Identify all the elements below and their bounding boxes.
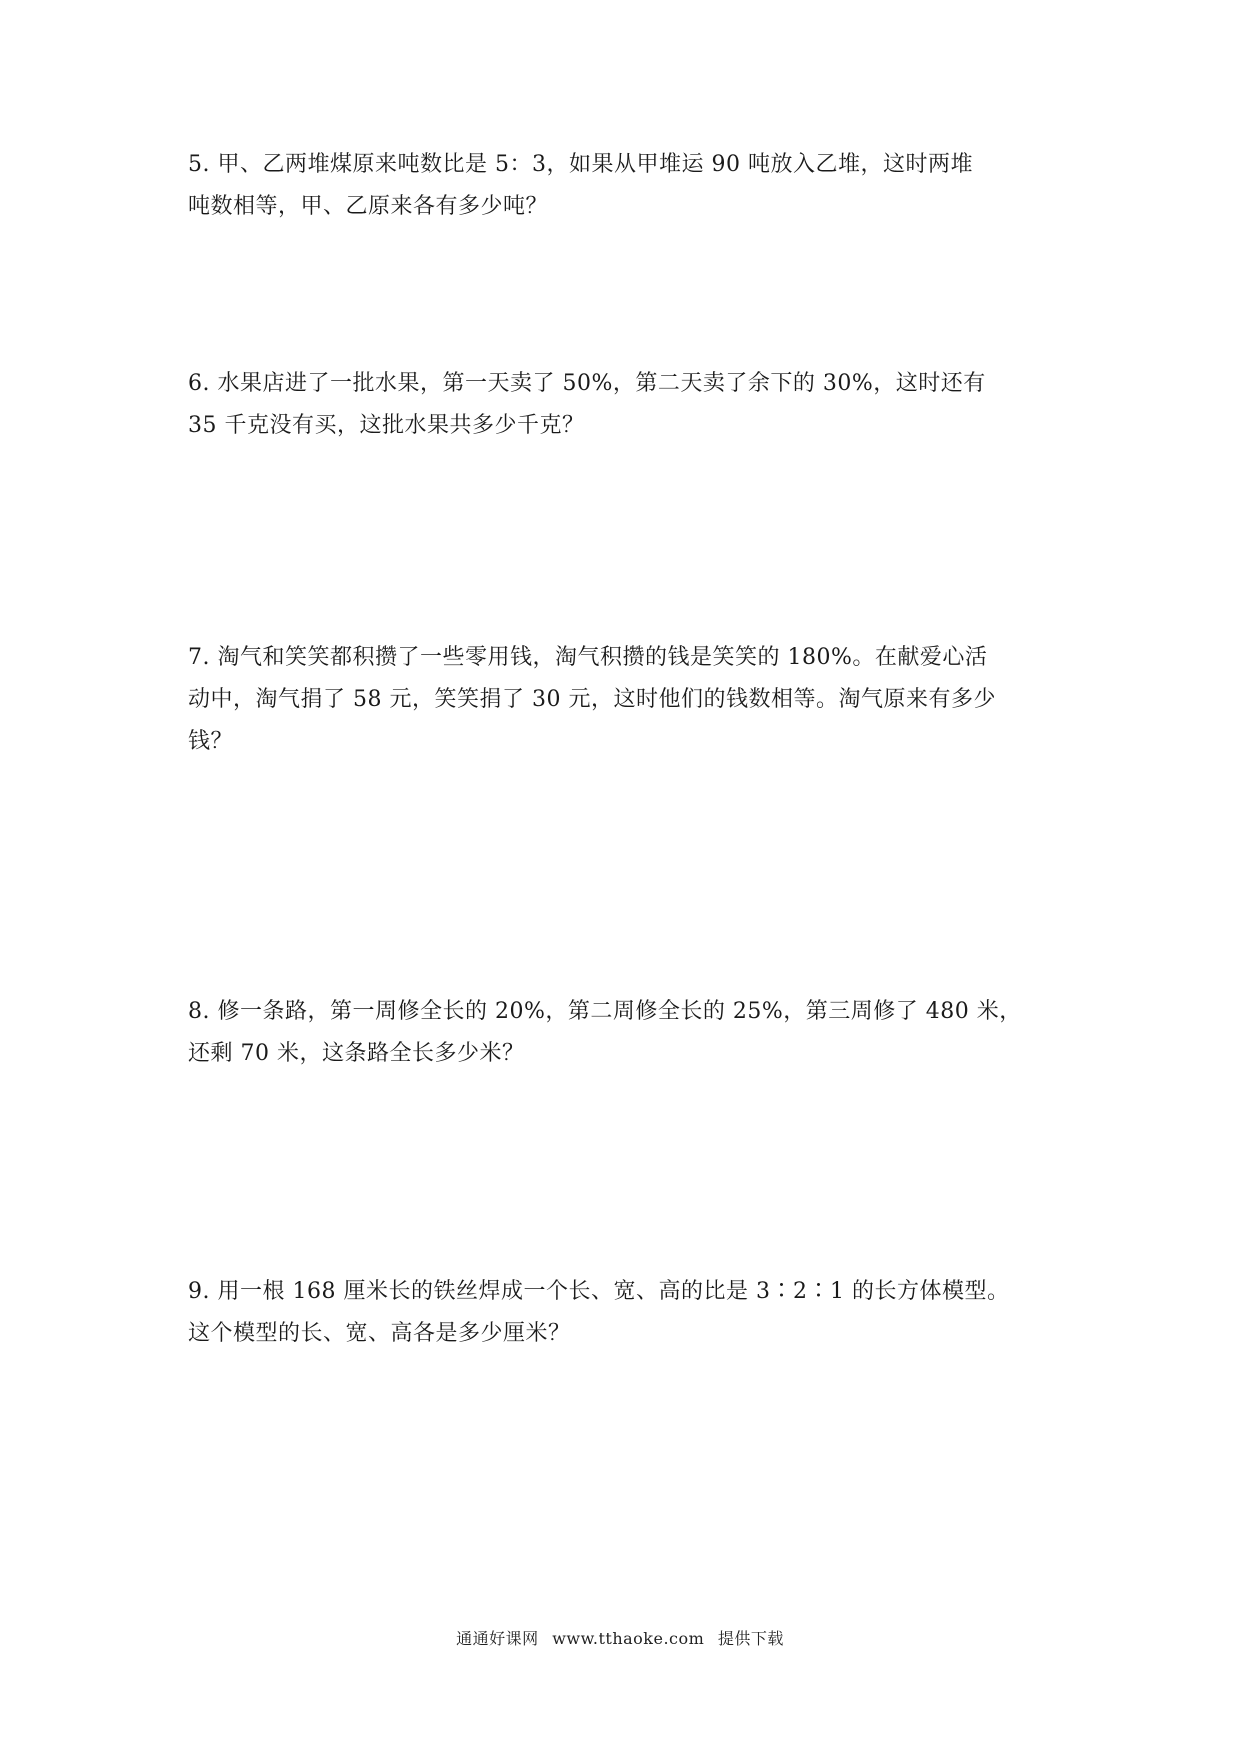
question-9-line-2: 这个模型的长、宽、高各是多少厘米？ xyxy=(188,1321,571,1346)
question-7-line-3: 钱？ xyxy=(188,729,234,754)
footer-url: www.tthaoke.com xyxy=(552,1629,705,1648)
question-7-line-1: 7. 淘气和笑笑都积攒了一些零用钱，淘气积攒的钱是笑笑的 180%。在献爱心活 xyxy=(188,645,988,670)
question-6-line-2: 35 千克没有买，这批水果共多少千克？ xyxy=(188,413,585,438)
footer-suffix: 提供下载 xyxy=(717,1629,784,1648)
question-7 xyxy=(188,637,1068,763)
footer-site-name: 通通好课网 xyxy=(456,1629,539,1648)
question-9-line-1: 9. 用一根 168 厘米长的铁丝焊成一个长、宽、高的比是 3∶2∶1 的长方体模型。 xyxy=(188,1279,1010,1304)
question-6-line-1: 6. 水果店进了一批水果，第一天卖了 50%，第二天卖了余下的 30%，这时还有 xyxy=(188,371,986,396)
question-5 xyxy=(188,144,1068,228)
question-8 xyxy=(188,991,1068,1075)
question-7-line-2: 动中，淘气捐了 58 元，笑笑捐了 30 元，这时他们的钱数相等。淘气原来有多少 xyxy=(188,687,996,712)
question-5-line-2: 吨数相等，甲、乙原来各有多少吨？ xyxy=(188,194,549,219)
question-6 xyxy=(188,363,1068,447)
question-8-line-1: 8. 修一条路，第一周修全长的 20%，第二周修全长的 25%，第三周修了 480 米， xyxy=(188,999,1022,1024)
page-footer xyxy=(0,1626,1240,1649)
question-5-line-1: 5. 甲、乙两堆煤原来吨数比是 5：3，如果从甲堆运 90 吨放入乙堆，这时两堆 xyxy=(188,152,973,177)
question-8-line-2: 还剩 70 米，这条路全长多少米？ xyxy=(188,1041,525,1066)
question-9 xyxy=(188,1271,1068,1355)
